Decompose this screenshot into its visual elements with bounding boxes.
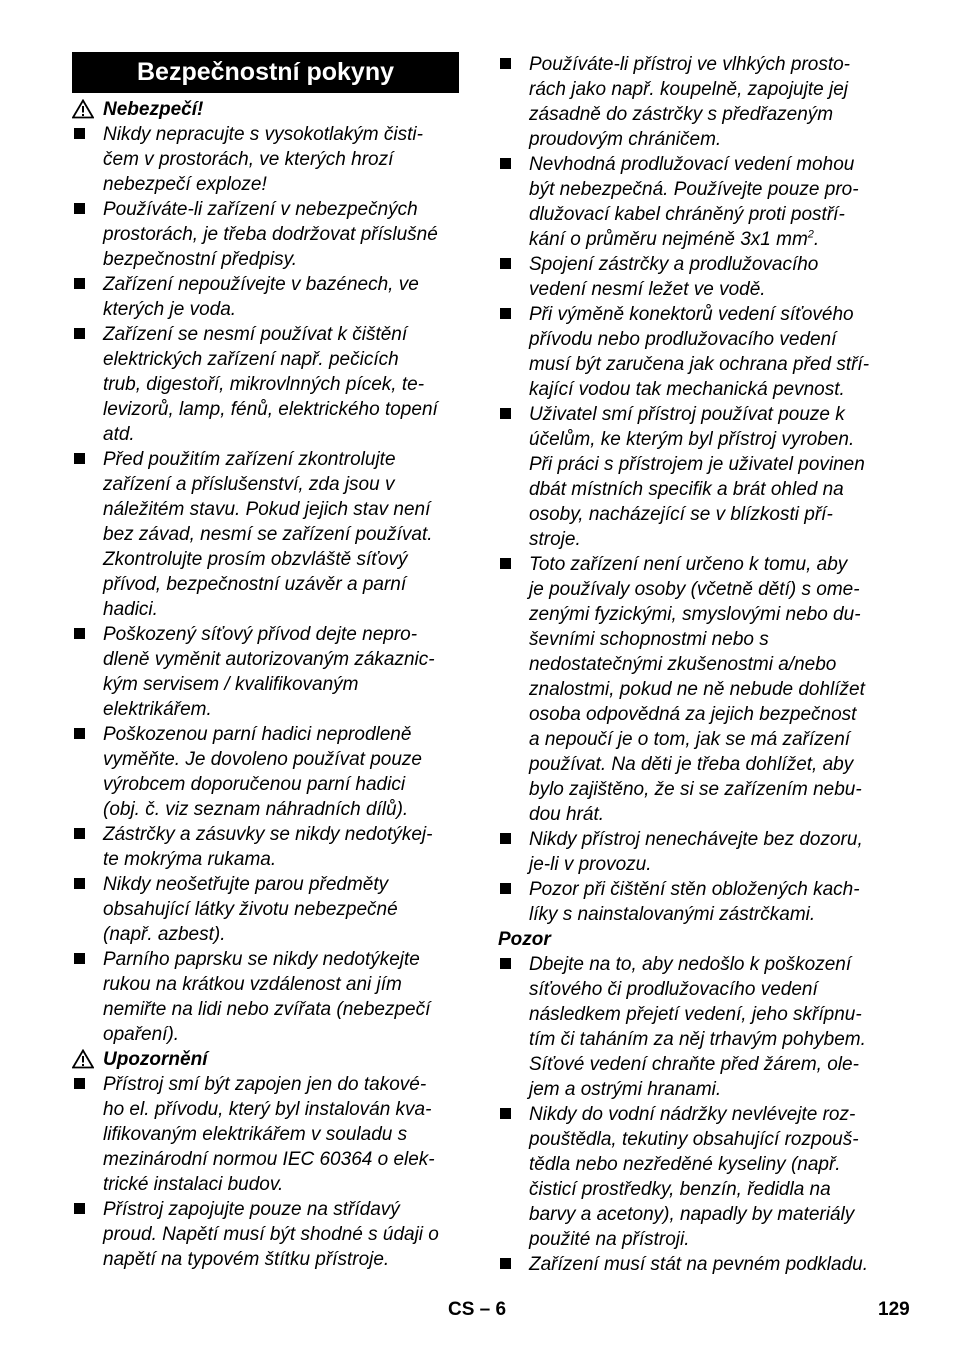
right-list-a [498, 52, 888, 927]
text-line: elektrikářem. [103, 699, 212, 720]
list-item [72, 1072, 459, 1197]
text-line: kající vodou tak mechanická pevnost. [529, 379, 845, 400]
text-line: bylo zajištěno, že si se zařízením nebu- [529, 779, 862, 800]
square-bullet-icon [74, 328, 85, 339]
text-line: Uživatel smí přístroj používat pouze k [529, 404, 845, 425]
text-line: líky s nainstalovanými zástrčkami. [529, 904, 816, 925]
text-line: ševními schopnostmi nebo s [529, 629, 769, 650]
square-bullet-icon [500, 958, 511, 969]
text-line: pouštědla, tekutiny obsahující rozpouš- [529, 1129, 859, 1150]
text-line: znalostmi, pokud ne ně nebude dohlížet [529, 679, 865, 700]
text-line: dou hrát. [529, 804, 604, 825]
text-line: Spojení zástrčky a prodlužovacího [529, 254, 819, 275]
square-bullet-icon [74, 203, 85, 214]
text-line: dlužovací kabel chráněný proti postří- [529, 204, 845, 225]
list-item [498, 252, 888, 302]
square-bullet-icon [500, 408, 511, 419]
text-line: Síťové vedení chraňte před žárem, ole- [529, 1054, 859, 1075]
text-line: tím či taháním za něj trhavým pohybem. [529, 1029, 866, 1050]
list-item [498, 952, 888, 1102]
square-bullet-icon [74, 878, 85, 889]
superscript: 2 [807, 228, 814, 241]
square-bullet-icon [500, 558, 511, 569]
square-bullet-icon [74, 728, 85, 739]
text-line: Toto zařízení není určeno k tomu, aby [529, 554, 848, 575]
square-bullet-icon [500, 833, 511, 844]
list-item [498, 877, 888, 927]
text-line: Zařízení musí stát na pevném podkladu. [529, 1254, 869, 1275]
text-line: (obj. č. viz seznam náhradních dílů). [103, 799, 409, 820]
square-bullet-icon [74, 628, 85, 639]
text-line: následkem přejetí vedení, jeho skřípnu- [529, 1004, 862, 1025]
text-line: stroje. [529, 529, 581, 550]
square-bullet-icon [74, 453, 85, 464]
list-item [72, 822, 459, 872]
warning-triangle-icon [72, 99, 94, 119]
left-column [72, 52, 459, 1272]
square-bullet-icon [74, 828, 85, 839]
pozor-heading: Pozor [498, 929, 551, 950]
text-line: obsahující látky životu nebezpečné [103, 899, 398, 920]
text-line: a nepoučí je o tom, jak se má zařízení [529, 729, 851, 750]
square-bullet-icon [500, 158, 511, 169]
text-line: je používaly osoby (včetně dětí) s ome- [529, 579, 860, 600]
text-line: Zástrčky a zásuvky se nikdy nedotýkej- [103, 824, 433, 845]
list-item [72, 272, 459, 322]
text-line: Přístroj zapojujte pouze na střídavý [103, 1199, 400, 1220]
right-column [498, 52, 888, 1277]
text-line: výrobcem doporučenou parní hadici [103, 774, 406, 795]
text-line: síťového či prodlužovacího vedení [529, 979, 818, 1000]
right-list-b [498, 952, 888, 1277]
warning-triangle-icon [72, 1049, 94, 1069]
text-line: Poškozenou parní hadici neprodleně [103, 724, 412, 745]
text-line: rách jako např. koupelně, zapojujte jej [529, 79, 848, 100]
text-line: je-li v provozu. [529, 854, 652, 875]
text-line: čisticí prostředky, benzín, ředidla na [529, 1179, 831, 1200]
danger-list [72, 122, 459, 1047]
danger-heading [72, 97, 459, 122]
text-line: účelům, ke kterým byl přístroj vyroben. [529, 429, 855, 450]
text-line: proud. Napětí musí být shodné s údaji o [103, 1224, 439, 1245]
text-line: Používáte-li zařízení v nebezpečných [103, 199, 418, 220]
text-line: nedostatečnými zkušenostmi a/nebo [529, 654, 837, 675]
text-line: trub, digestoří, mikrovlnných pícek, te- [103, 374, 425, 395]
text-line: Dbejte na to, aby nedošlo k poškození [529, 954, 852, 975]
list-item [72, 622, 459, 722]
text-line: prostorách, je třeba dodržovat příslušné [103, 224, 438, 245]
text-line: nemiřte na lidi nebo zvířata (nebezpečí [103, 999, 431, 1020]
text-line: Nikdy neošetřujte parou předměty [103, 874, 389, 895]
square-bullet-icon [500, 1258, 511, 1269]
text-line: použité na přístroji. [529, 1229, 690, 1250]
text-line: trické instalaci budov. [103, 1174, 284, 1195]
footer-page-number: 129 [878, 1299, 910, 1320]
text-line: náležitém stavu. Pokud jejich stav není [103, 499, 431, 520]
square-bullet-icon [500, 1108, 511, 1119]
list-item [498, 52, 888, 152]
list-item [72, 122, 459, 197]
text-line: atd. [103, 424, 135, 445]
text-line: barvy a acetony), napadly by materiály [529, 1204, 855, 1225]
text-line: přívod, bezpečnostní uzávěr a parní [103, 574, 407, 595]
list-item [498, 302, 888, 402]
text-line: dbát místních specifik a brát ohled na [529, 479, 844, 500]
text-line: osoba odpovědná za jejich bezpečnost [529, 704, 857, 725]
text-line: bez závad, nesmí se zařízení používat. [103, 524, 433, 545]
text-line: používat. Na děti je třeba dohlížet, aby [529, 754, 854, 775]
list-item [498, 402, 888, 552]
text-line: rukou na krátkou vzdálenost ani jím [103, 974, 402, 995]
text-line: mezinárodní normou IEC 60364 o elek- [103, 1149, 435, 1170]
text-line: kterých je voda. [103, 299, 237, 320]
text-line: Poškozený síťový přívod dejte nepro- [103, 624, 418, 645]
text-line: Přístroj smí být zapojen jen do takové- [103, 1074, 427, 1095]
superscript-trailing: . [813, 229, 820, 250]
square-bullet-icon [500, 258, 511, 269]
text-line: tědla nebo nezředěné kyseliny (např. [529, 1154, 841, 1175]
text-line: Nikdy do vodní nádržky nevlévejte roz- [529, 1104, 856, 1125]
text-line: Zařízení se nesmí používat k čištění [103, 324, 408, 345]
square-bullet-icon [74, 953, 85, 964]
text-line: levizorů, lamp, fénů, elektrického topení [103, 399, 438, 420]
square-bullet-icon [500, 58, 511, 69]
text-line: jem a ostrými hranami. [529, 1079, 722, 1100]
text-line: elektrických zařízení např. pečicích [103, 349, 399, 370]
text-line: vedení nesmí ležet ve vodě. [529, 279, 766, 300]
text-line: přívodu nebo prodlužovacího vedení [529, 329, 837, 350]
text-line: Zařízení nepoužívejte v bazénech, ve [103, 274, 419, 295]
text-line: Pozor při čištění stěn obložených kach- [529, 879, 860, 900]
square-bullet-icon [500, 883, 511, 894]
list-item [72, 1197, 459, 1272]
list-item [498, 1102, 888, 1252]
square-bullet-icon [74, 1078, 85, 1089]
list-item [498, 1252, 888, 1277]
text-line: Při práci s přístrojem je uživatel povinen [529, 454, 865, 475]
text-line: čem v prostorách, ve kterých hrozí [103, 149, 394, 170]
text-line: Nevhodná prodlužovací vedení mohou [529, 154, 855, 175]
text-line: Používáte-li přístroj ve vlhkých prosto- [529, 54, 851, 75]
text-line: dleně vyměnit autorizovaným zákaznic- [103, 649, 435, 670]
text-line: kým servisem / kvalifikovaným [103, 674, 359, 695]
text-line: musí být zaručena jak ochrana před stří- [529, 354, 870, 375]
text-line: proudovým chráničem. [529, 129, 722, 150]
caution-heading [72, 1047, 459, 1072]
section-title: Bezpečnostní pokyny [72, 52, 459, 93]
list-item [72, 447, 459, 622]
list-item [72, 322, 459, 447]
danger-heading-text: Nebezpečí! [103, 99, 204, 120]
list-item [72, 947, 459, 1047]
text-line: Při výměně konektorů vedení síťového [529, 304, 854, 325]
list-item [498, 152, 888, 252]
text-line: opaření). [103, 1024, 180, 1045]
text-line: kání o průměru nejméně 3x1 $mm^2$. [529, 228, 820, 250]
text-line: napětí na typovém štítku přístroje. [103, 1249, 390, 1270]
list-item [498, 552, 888, 827]
text-line: vyměňte. Je dovoleno používat pouze [103, 749, 422, 770]
text-line: Před použitím zařízení zkontrolujte [103, 449, 396, 470]
text-line: Zkontrolujte prosím obzvláště síťový [103, 549, 408, 570]
text-line: Nikdy přístroj nenechávejte bez dozoru, [529, 829, 863, 850]
text-line: zařízení a příslušenství, zda jsou v [103, 474, 395, 495]
text-line: Nikdy nepracujte s vysokotlakým čisti- [103, 124, 423, 145]
list-item [72, 197, 459, 272]
text-line: Parního paprsku se nikdy nedotýkejte [103, 949, 420, 970]
list-item [498, 827, 888, 877]
square-bullet-icon [500, 308, 511, 319]
text-line: zenými fyzickými, smyslovými nebo du- [529, 604, 861, 625]
text-line: bezpečnostní předpisy. [103, 249, 297, 270]
text-line: (např. azbest). [103, 924, 226, 945]
square-bullet-icon [74, 128, 85, 139]
list-item [72, 722, 459, 822]
text-line: lifikovaným elektrikářem v souladu s [103, 1124, 408, 1145]
list-item [72, 872, 459, 947]
text-line: ho el. přívodu, který byl instalován kva- [103, 1099, 432, 1120]
square-bullet-icon [74, 278, 85, 289]
text-line: hadici. [103, 599, 158, 620]
caution-list [72, 1072, 459, 1272]
text-line: být nebezpečná. Používejte pouze pro- [529, 179, 859, 200]
text-line: te mokrýma rukama. [103, 849, 277, 870]
caution-heading-text: Upozornění [103, 1049, 208, 1070]
text-line: zásadně do zástrčky s předřazeným [529, 104, 834, 125]
text-line: nebezpečí exploze! [103, 174, 267, 195]
text-line: osoby, nacházející se v blízkosti pří- [529, 504, 833, 525]
footer-section-label: CS – 6 [448, 1299, 507, 1320]
square-bullet-icon [74, 1203, 85, 1214]
